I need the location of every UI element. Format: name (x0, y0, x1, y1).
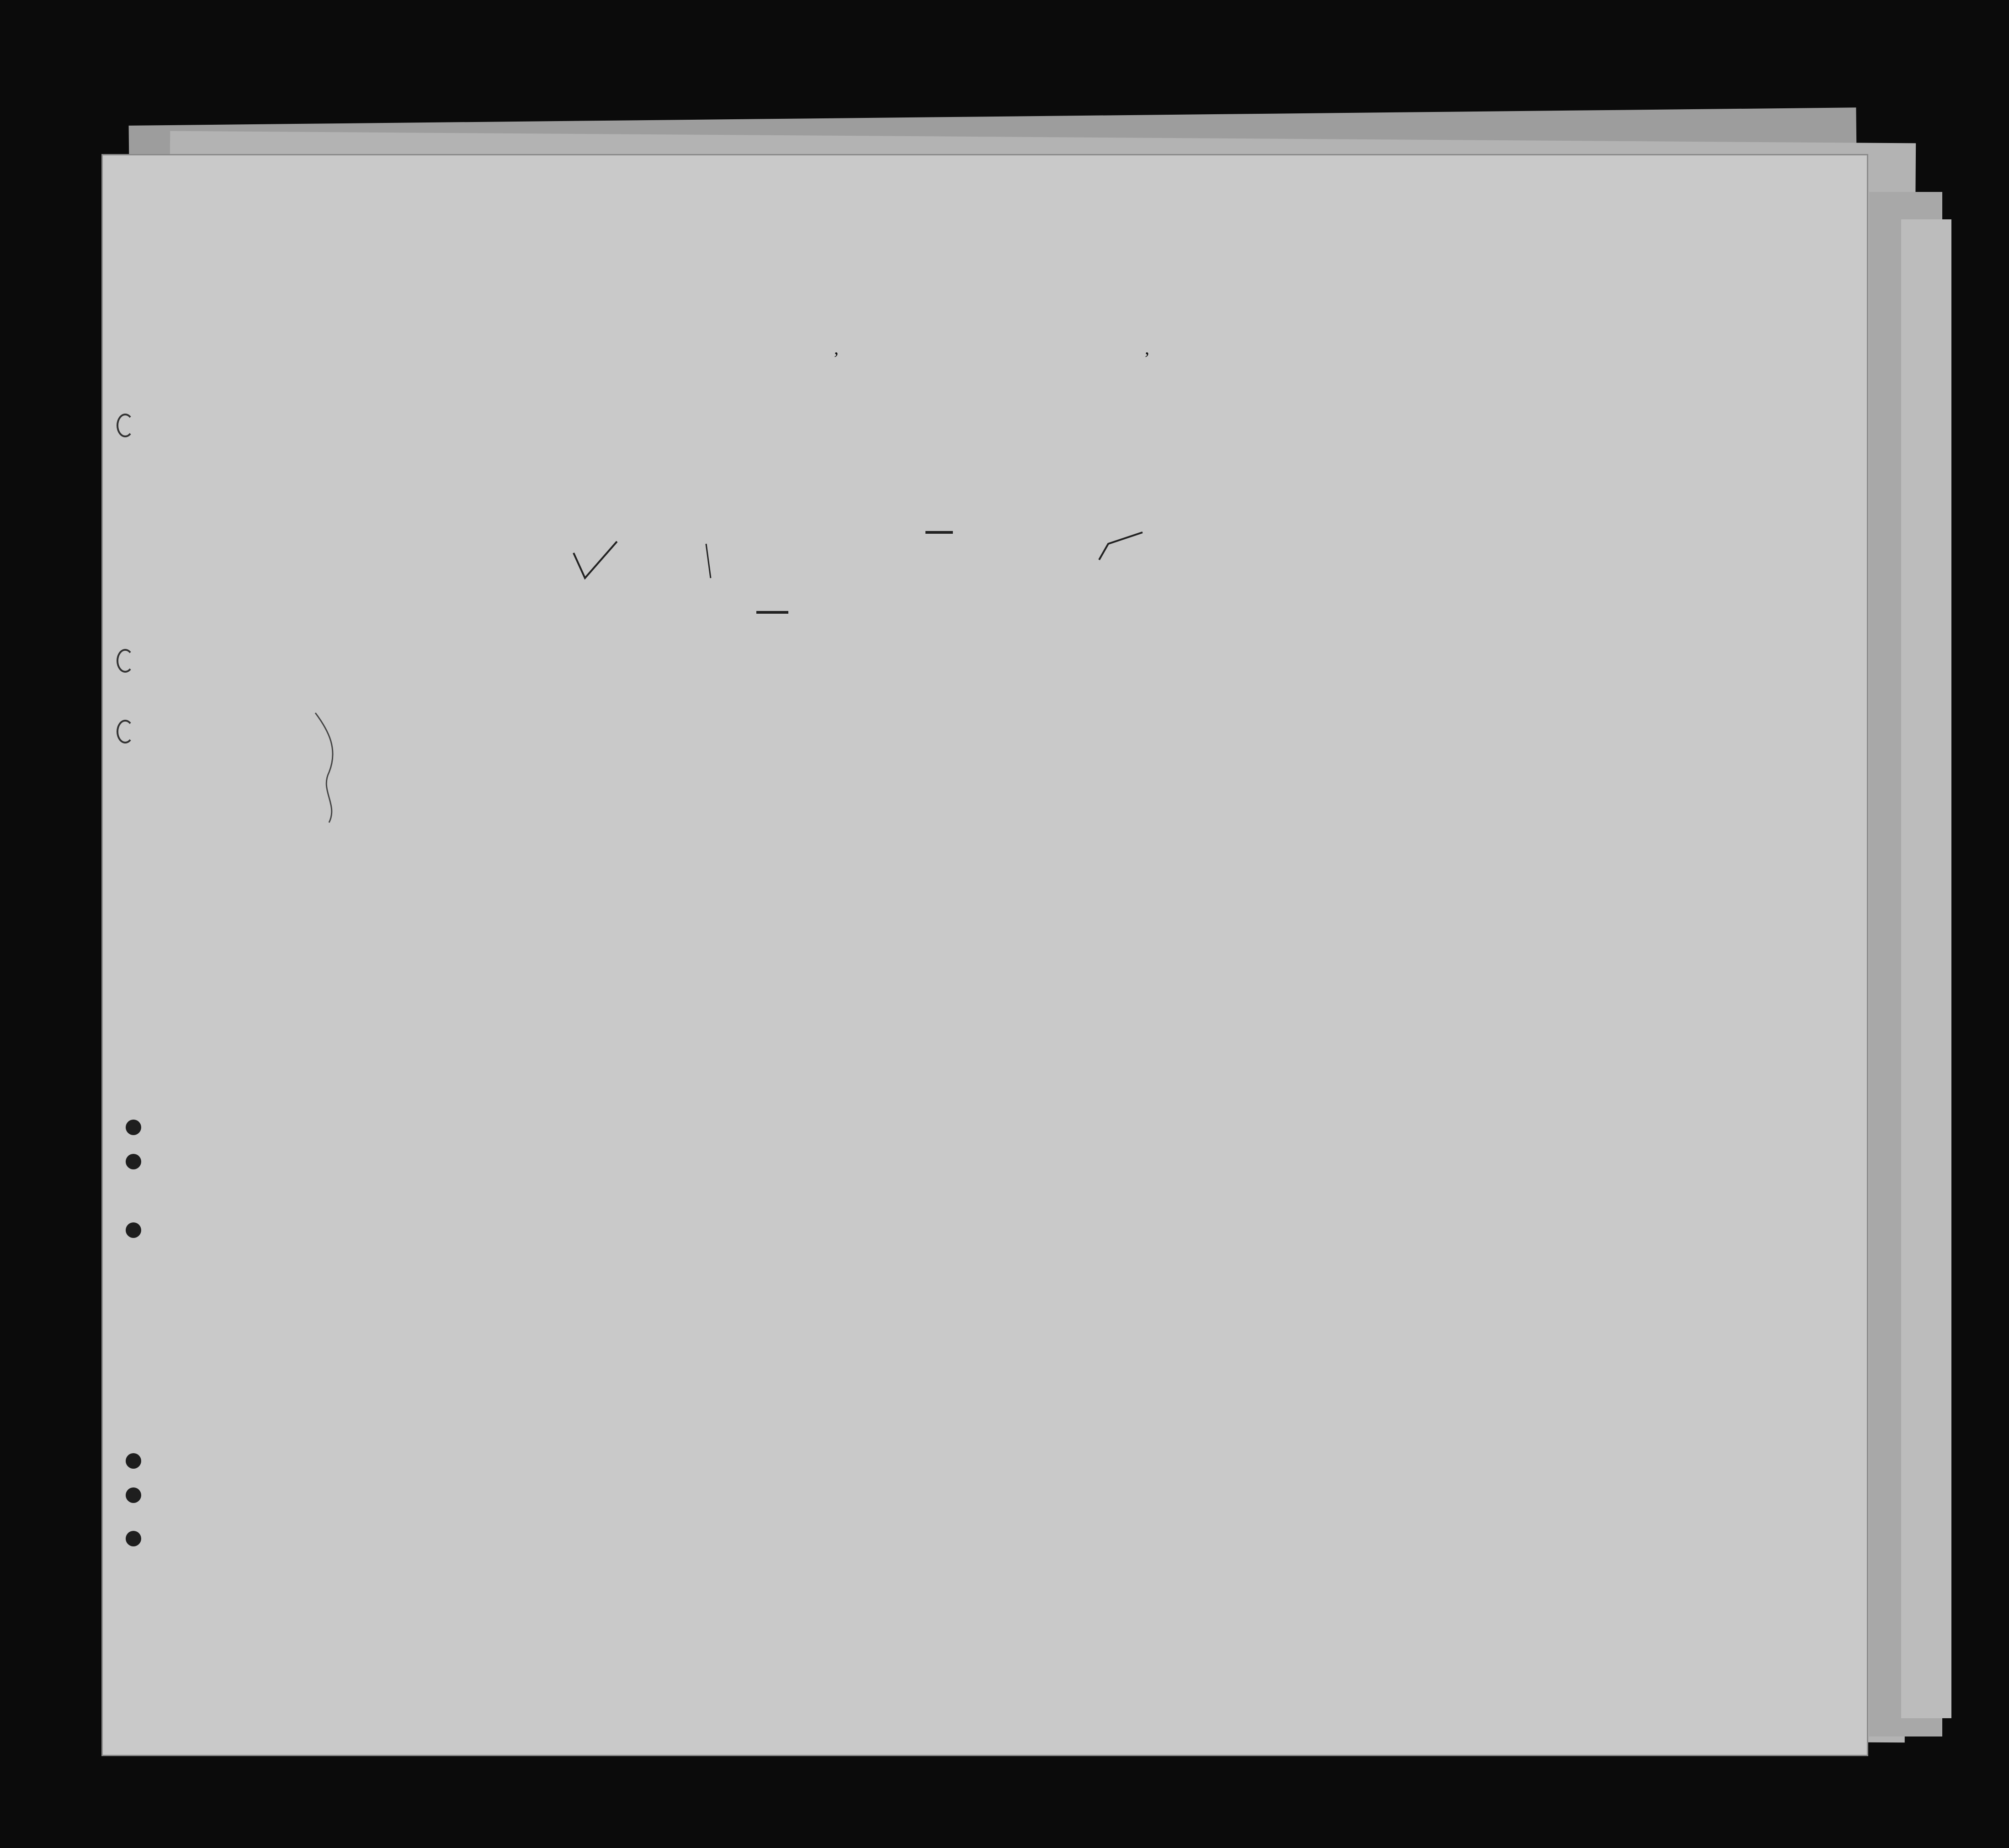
punch-hole (126, 1120, 141, 1135)
comma-separator: , (834, 338, 839, 358)
punch-hole (126, 1154, 141, 1169)
binder-clip (117, 720, 134, 743)
punch-hole (126, 1487, 141, 1503)
punch-hole (126, 1531, 141, 1546)
binder-clip (117, 414, 134, 437)
binder-clip (117, 649, 134, 673)
punch-hole (126, 1453, 141, 1469)
comma-separator: , (1145, 338, 1149, 358)
punch-hole (126, 1222, 141, 1238)
